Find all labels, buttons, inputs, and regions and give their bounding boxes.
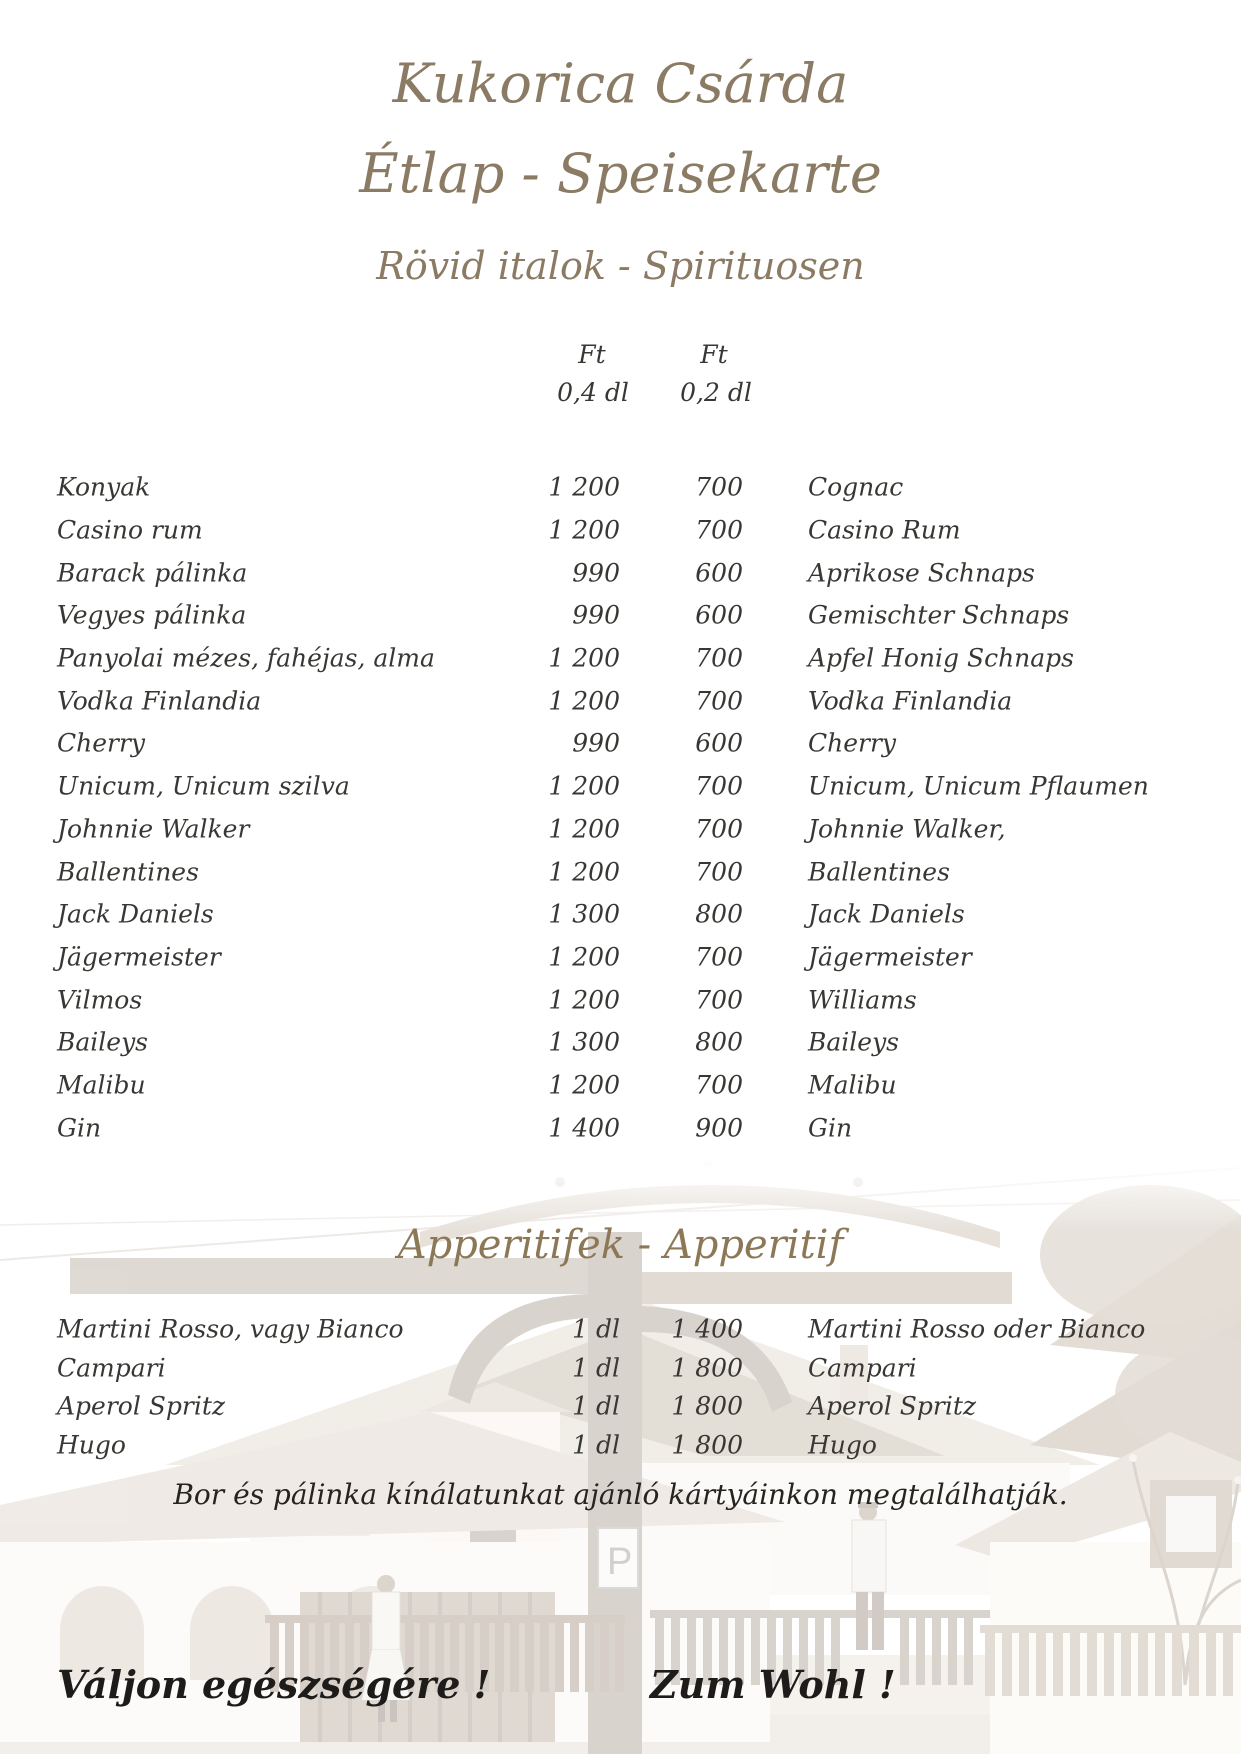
item-price-02dl: 800 [695, 1027, 743, 1057]
spirit-row [0, 936, 1241, 979]
item-name-german: Casino Rum [808, 515, 961, 545]
item-name-hungarian: Malibu [57, 1070, 146, 1100]
item-size: 1 dl [572, 1353, 620, 1383]
item-name-german: Malibu [808, 1070, 897, 1100]
item-name-german: Cognac [808, 472, 904, 502]
item-price-04dl: 990 [572, 728, 620, 758]
toast-hungarian: Váljon egészségére ! [57, 1662, 491, 1707]
item-name-german: Baileys [808, 1027, 900, 1057]
item-price-02dl: 700 [695, 814, 743, 844]
item-name-german: Martini Rosso oder Bianco [808, 1314, 1146, 1344]
item-price: 1 800 [671, 1391, 743, 1421]
aperitif-row [0, 1349, 1241, 1388]
item-price-02dl: 700 [695, 515, 743, 545]
item-price-04dl: 1 200 [548, 771, 620, 801]
aperitif-row [0, 1310, 1241, 1349]
parking-sign-label: P [607, 1541, 633, 1583]
item-price: 1 800 [671, 1430, 743, 1460]
size-header-large: 0,4 dl [557, 378, 629, 407]
item-price-04dl: 1 200 [548, 814, 620, 844]
item-name-hungarian: Casino rum [57, 515, 203, 545]
item-name-hungarian: Panyolai mézes, fahéjas, alma [57, 643, 435, 673]
item-price-02dl: 700 [695, 1070, 743, 1100]
item-name-german: Jack Daniels [808, 899, 965, 929]
item-name-hungarian: Campari [57, 1353, 166, 1383]
item-price-04dl: 1 200 [548, 857, 620, 887]
item-price-04dl: 1 300 [548, 1027, 620, 1057]
item-name-hungarian: Unicum, Unicum szilva [57, 771, 350, 801]
spirit-row [0, 551, 1241, 594]
item-name-hungarian: Aperol Spritz [57, 1391, 226, 1421]
item-price-04dl: 1 200 [548, 686, 620, 716]
spirit-row [0, 850, 1241, 893]
item-price-04dl: 1 200 [548, 985, 620, 1015]
aperitifs-list [0, 1310, 1241, 1464]
item-price-02dl: 700 [695, 942, 743, 972]
item-price-02dl: 600 [695, 728, 743, 758]
spirit-row [0, 594, 1241, 637]
currency-header-large: Ft [578, 340, 606, 369]
item-price-02dl: 700 [695, 472, 743, 502]
wine-palinka-note: Bor és pálinka kínálatunkat ajánló kártyáinkon megtalálhatják. [173, 1478, 1068, 1511]
item-name-german: Gemischter Schnaps [808, 600, 1070, 630]
item-name-hungarian: Martini Rosso, vagy Bianco [57, 1314, 404, 1344]
item-price-02dl: 900 [695, 1113, 743, 1143]
item-name-hungarian: Jack Daniels [57, 899, 214, 929]
item-price-04dl: 1 300 [548, 899, 620, 929]
spirit-row [0, 1021, 1241, 1064]
item-name-hungarian: Baileys [57, 1027, 149, 1057]
item-size: 1 dl [572, 1430, 620, 1460]
spirit-row [0, 1106, 1241, 1149]
item-size: 1 dl [572, 1314, 620, 1344]
item-name-hungarian: Vodka Finlandia [57, 686, 262, 716]
toast-german: Zum Wohl ! [650, 1662, 896, 1707]
item-name-german: Apfel Honig Schnaps [808, 643, 1075, 673]
item-price-02dl: 700 [695, 985, 743, 1015]
section-aperitifs-heading: Apperitifek - Apperitif [397, 1222, 844, 1268]
item-price-02dl: 700 [695, 857, 743, 887]
item-name-hungarian: Gin [57, 1113, 102, 1143]
item-name-hungarian: Barack pálinka [57, 558, 248, 588]
item-size: 1 dl [572, 1391, 620, 1421]
item-name-hungarian: Vilmos [57, 985, 143, 1015]
spirit-row [0, 466, 1241, 509]
item-name-hungarian: Ballentines [57, 857, 199, 887]
item-price-04dl: 1 200 [548, 515, 620, 545]
spirit-row [0, 1064, 1241, 1107]
size-header-small: 0,2 dl [680, 378, 752, 407]
spirit-row [0, 679, 1241, 722]
section-spirits-heading: Rövid italok - Spirituosen [376, 244, 865, 288]
spirit-row [0, 637, 1241, 680]
item-name-german: Unicum, Unicum Pflaumen [808, 771, 1149, 801]
item-name-german: Ballentines [808, 857, 950, 887]
item-name-german: Cherry [808, 728, 897, 758]
item-name-german: Vodka Finlandia [808, 686, 1013, 716]
item-price-02dl: 600 [695, 558, 743, 588]
item-price-02dl: 700 [695, 771, 743, 801]
spirits-list [0, 466, 1241, 1149]
spirit-row [0, 808, 1241, 851]
spirit-row [0, 722, 1241, 765]
spirit-row [0, 509, 1241, 552]
item-name-german: Aperol Spritz [808, 1391, 977, 1421]
currency-header-small: Ft [700, 340, 728, 369]
aperitif-row [0, 1387, 1241, 1426]
item-name-german: Williams [808, 985, 917, 1015]
item-price-04dl: 1 200 [548, 1070, 620, 1100]
item-price-04dl: 1 400 [548, 1113, 620, 1143]
item-price-02dl: 800 [695, 899, 743, 929]
item-name-hungarian: Johnnie Walker [57, 814, 250, 844]
item-name-hungarian: Vegyes pálinka [57, 600, 247, 630]
item-price-02dl: 700 [695, 643, 743, 673]
item-name-german: Gin [808, 1113, 853, 1143]
item-name-hungarian: Hugo [57, 1430, 126, 1460]
item-price-04dl: 1 200 [548, 472, 620, 502]
aperitif-row [0, 1426, 1241, 1465]
item-name-hungarian: Jägermeister [57, 942, 221, 972]
item-name-german: Aprikose Schnaps [808, 558, 1035, 588]
item-name-hungarian: Cherry [57, 728, 146, 758]
item-price-04dl: 1 200 [548, 942, 620, 972]
item-price-04dl: 990 [572, 558, 620, 588]
spirit-row [0, 765, 1241, 808]
spirit-row [0, 893, 1241, 936]
item-name-hungarian: Konyak [57, 472, 151, 502]
item-price-04dl: 1 200 [548, 643, 620, 673]
item-name-german: Jägermeister [808, 942, 972, 972]
item-price-04dl: 990 [572, 600, 620, 630]
item-name-german: Hugo [808, 1430, 877, 1460]
item-price: 1 800 [671, 1353, 743, 1383]
item-price-02dl: 700 [695, 686, 743, 716]
item-price-02dl: 600 [695, 600, 743, 630]
menu-title: Étlap - Speisekarte [359, 142, 882, 205]
item-price: 1 400 [671, 1314, 743, 1344]
spirit-row [0, 978, 1241, 1021]
restaurant-name: Kukorica Csárda [392, 52, 849, 115]
item-name-german: Campari [808, 1353, 917, 1383]
item-name-german: Johnnie Walker, [808, 814, 1006, 844]
